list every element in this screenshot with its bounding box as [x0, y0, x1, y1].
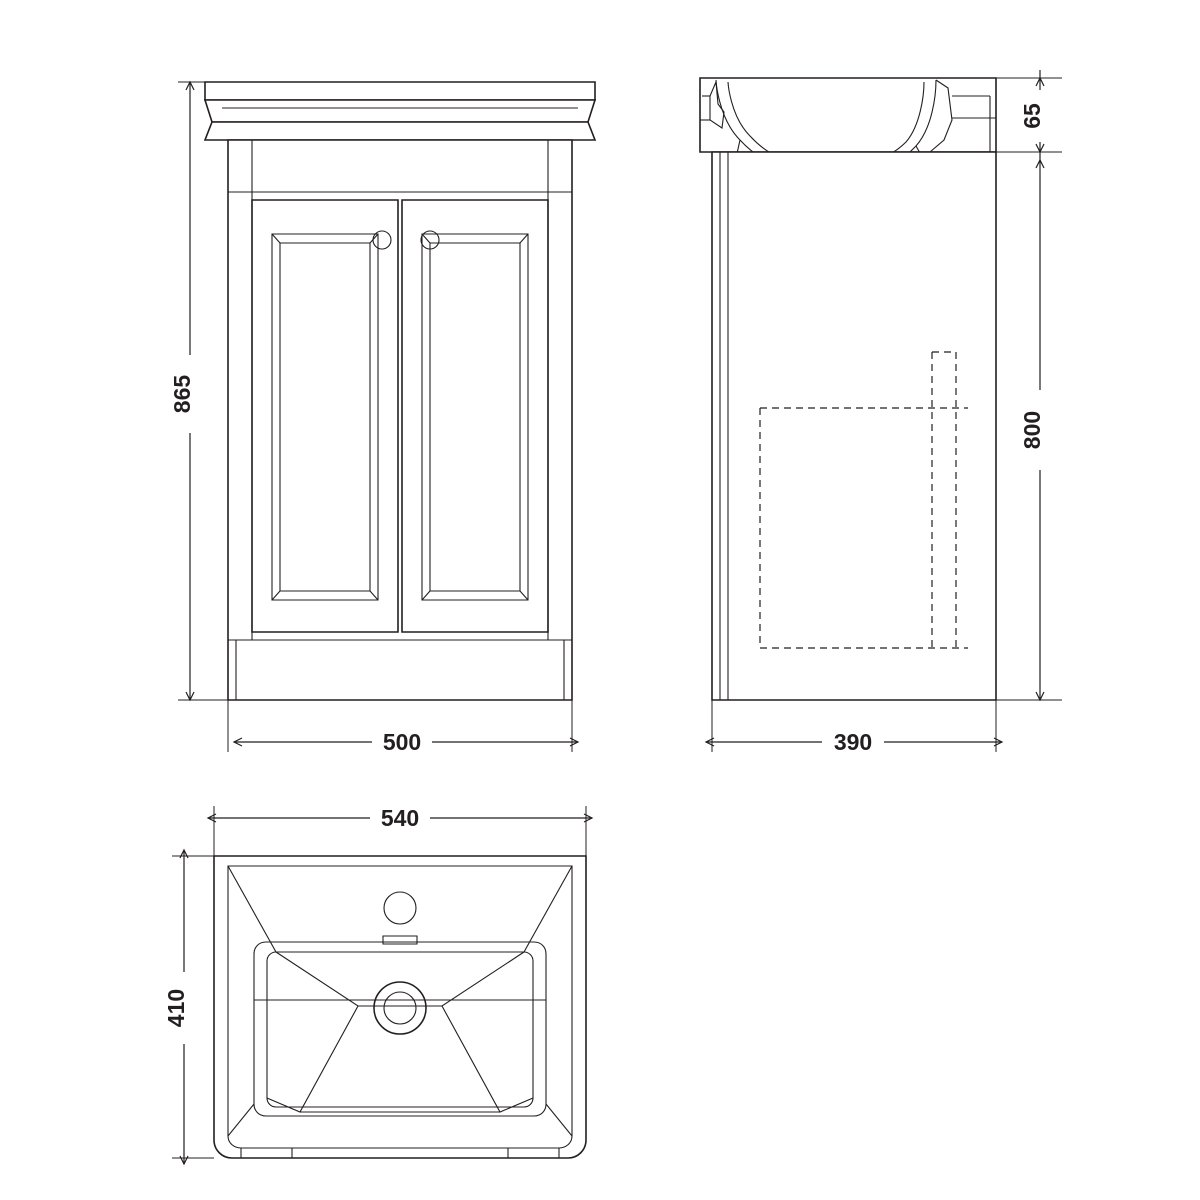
side-elevation-view [700, 70, 1062, 758]
front-elevation-view [169, 82, 595, 758]
dim-side-depth: 390 [833, 729, 873, 755]
dim-plan-depth: 410 [163, 988, 189, 1028]
dim-plan-width: 540 [380, 805, 420, 831]
dim-side-total-height: 800 [1019, 410, 1045, 450]
dim-front-width: 500 [382, 729, 422, 755]
dim-front-height: 865 [169, 374, 195, 414]
dim-basin-height: 65 [1019, 103, 1045, 129]
top-plan-basin-view [163, 804, 592, 1164]
